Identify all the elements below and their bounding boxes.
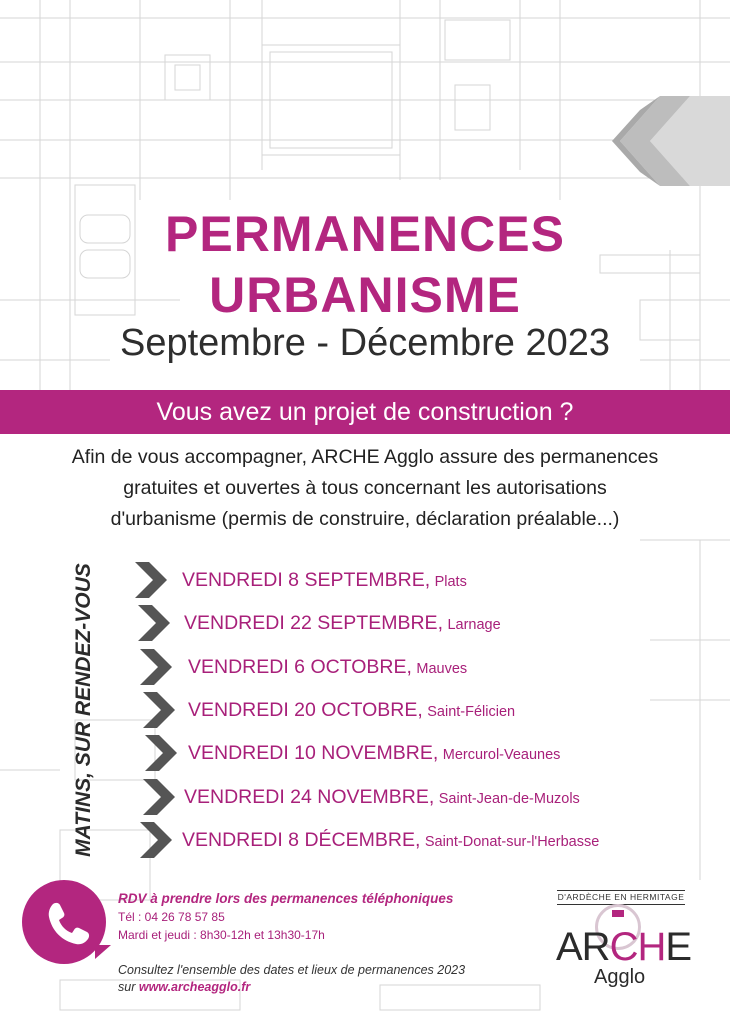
chevron-right-icon — [141, 690, 179, 730]
chevron-right-icon — [143, 733, 181, 773]
logo-sub: Agglo — [594, 966, 646, 988]
logo-tagline — [557, 890, 685, 905]
schedule-place: Saint-Félicien — [427, 704, 516, 720]
title-line-1: PERMANENCES — [165, 206, 565, 262]
question-band: Vous avez un projet de construction ? — [0, 390, 730, 434]
consult-line: Consultez l'ensemble des dates et lieux de permanences 2023 — [118, 963, 466, 977]
consult-sur: sur — [118, 980, 136, 994]
phone-number: Tél : 04 26 78 57 85 — [118, 910, 225, 924]
intro-line-1: Afin de vous accompagner, ARCHE Agglo assure des permanences — [71, 446, 659, 468]
logo-gem-icon — [612, 910, 624, 917]
schedule-place: Larnage — [447, 617, 501, 633]
schedule-date: VENDREDI 24 NOVEMBRE, — [184, 786, 435, 808]
schedule-item — [0, 690, 700, 730]
schedule-item — [0, 733, 700, 773]
schedule-item — [0, 820, 700, 860]
schedule-date: VENDREDI 8 SEPTEMBRE, — [182, 569, 431, 591]
rdv-title: RDV à prendre lors des permanences téléphoniques — [118, 891, 454, 906]
chevron-right-icon — [138, 647, 176, 687]
logo-tagline-text: D'ARDÈCHE EN HERMITAGE — [557, 892, 685, 902]
chevron-right-icon — [136, 603, 174, 643]
schedule-text — [188, 647, 467, 689]
schedule-text — [182, 820, 599, 862]
schedule-date: VENDREDI 20 OCTOBRE, — [188, 699, 423, 721]
schedule-text — [188, 733, 560, 775]
chevron-right-icon — [133, 560, 171, 600]
schedule-date: VENDREDI 8 DÉCEMBRE, — [182, 829, 421, 851]
schedule-text — [182, 560, 467, 602]
schedule-item — [0, 777, 700, 817]
schedule-place: Saint-Donat-sur-l'Herbasse — [424, 834, 600, 850]
intro-line-2: gratuites et ouvertes à tous concernant les autorisations — [123, 477, 607, 499]
logo-name: ARCHE — [556, 925, 692, 969]
schedule-item — [0, 560, 700, 600]
schedule-place: Saint-Jean-de-Muzols — [438, 791, 580, 807]
schedule-item — [0, 603, 700, 643]
schedule-date: VENDREDI 6 OCTOBRE, — [188, 656, 412, 678]
schedule-date: VENDREDI 22 SEPTEMBRE, — [184, 612, 443, 634]
phone-icon — [22, 880, 106, 964]
title-line-2: URBANISME — [209, 267, 521, 323]
chevron-right-icon — [138, 820, 176, 860]
consult-text — [118, 962, 465, 996]
appointment-label: MATINS, SUR RENDEZ-VOUS — [72, 563, 95, 857]
schedule-place: Plats — [434, 574, 467, 590]
schedule-date: VENDREDI 10 NOVEMBRE, — [188, 742, 439, 764]
intro-line-3: d'urbanisme (permis de construire, déclaration préalable...) — [110, 508, 620, 530]
schedule-item — [0, 647, 700, 687]
schedule-text — [184, 603, 501, 645]
schedule-text — [184, 777, 580, 819]
chevron-right-icon — [141, 777, 179, 817]
phone-hours: Mardi et jeudi : 8h30-12h et 13h30-17h — [118, 928, 325, 942]
website-link[interactable]: www.archeagglo.fr — [138, 980, 251, 994]
period-subtitle: Septembre - Décembre 2023 — [119, 322, 611, 364]
schedule-place: Mercurol-Veaunes — [442, 747, 561, 763]
schedule-text — [188, 690, 515, 732]
schedule-place: Mauves — [416, 661, 468, 677]
intro-paragraph — [30, 442, 700, 535]
